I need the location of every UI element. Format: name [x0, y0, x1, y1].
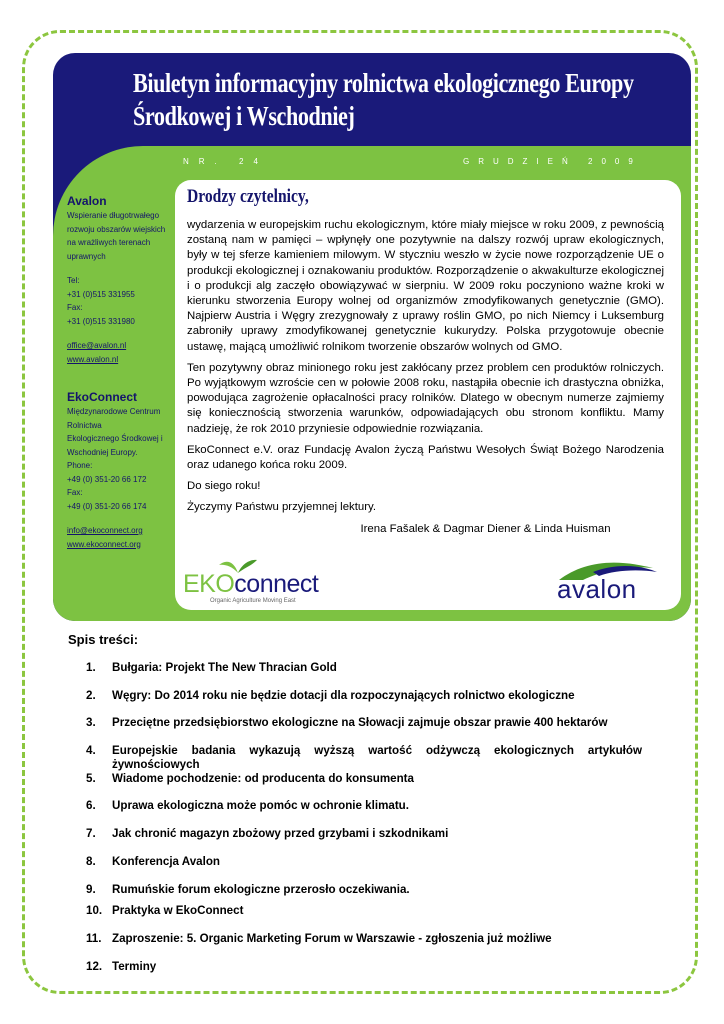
ekoconnect-tel-label: Phone:	[67, 461, 93, 470]
letter-paragraph-3: EkoConnect e.V. oraz Fundację Avalon życzą Państwu Wesołych Świąt Bożego Narodzenia oraz udanego końca roku 2009.	[187, 443, 664, 472]
ekoconnect-contact	[67, 390, 171, 551]
letter-paragraph-2: Ten pozytywny obraz minionego roku jest zakłócany przez problem cen produktów rolniczych. Po wyjątkowym wzroście cen w połowie 2008 roku, nastąpiła obecnie ich drastyczna obniżka, powodująca zagrożenie opłacalności pracy rolników. Dlatego w obecnym numerze zajmiemy się koniecznością stworzenia warunków, odpowiadających obu stronom konfliktu. Mamy nadzieję, że rok 2010 przyniesie odpowiednie rozwiązania.	[187, 361, 664, 435]
avalon-desc-4: uprawnych	[67, 251, 106, 261]
toc-item-2[interactable]: 2. Węgry: Do 2014 roku nie będzie dotacji dla rozpoczynających rolnictwo ekologiczne	[86, 689, 575, 702]
title-line-2: Środkowej i Wschodniej	[133, 101, 355, 131]
toc-title: Spis treści:	[68, 632, 139, 647]
newsletter-title	[133, 67, 634, 133]
avalon-fax-label: Fax:	[67, 303, 83, 312]
issue-number: NR. 24	[183, 157, 268, 166]
ekoconnect-desc-3: Ekologicznego Środkowej i	[67, 434, 163, 443]
letter-paragraph-5: Życzymy Państwu przyjemnej lektury.	[187, 501, 377, 514]
letter-paragraph-4: Do siego roku!	[187, 480, 261, 493]
newsletter-header-panel	[53, 53, 691, 621]
ekoconnect-tel: +49 (0) 351-20 66 172	[67, 474, 147, 484]
ekoconnect-wordmark: EKOconnect	[183, 570, 319, 598]
ekoconnect-tagline: Organic Agriculture Moving East	[210, 598, 296, 604]
ekoconnect-web-link[interactable]: www.ekoconnect.org	[67, 539, 141, 549]
avalon-tel: +31 (0)515 331955	[67, 289, 135, 299]
toc-item-12[interactable]: 12. Terminy	[86, 960, 157, 973]
letter-body	[187, 218, 664, 543]
ekoconnect-fax: +49 (0) 351-20 66 174	[67, 501, 147, 511]
toc-item-10[interactable]: 10. Praktyka w EkoConnect	[86, 904, 244, 917]
toc-item-1[interactable]: 1. Bułgaria: Projekt The New Thracian Gold	[86, 661, 337, 674]
toc-item-11[interactable]: 11. Zaproszenie: 5. Organic Marketing Forum w Warszawie - zgłoszenia już możliwe	[86, 932, 552, 945]
avalon-tel-label: Tel:	[67, 276, 80, 285]
avalon-desc-2: rozwoju obszarów wiejskich	[67, 224, 166, 234]
toc-item-8[interactable]: 8. Konferencja Avalon	[86, 855, 221, 868]
ekoconnect-email-link[interactable]: info@ekoconnect.org	[67, 526, 143, 535]
contact-sidebar	[67, 194, 171, 564]
avalon-wordmark: avalon	[557, 574, 637, 604]
avalon-web-link[interactable]: www.avalon.nl	[67, 354, 119, 364]
avalon-name: Avalon	[67, 194, 107, 208]
ekoconnect-name: EkoConnect	[67, 390, 138, 404]
avalon-desc-3: na wrażliwych terenach	[67, 238, 151, 247]
issue-date: GRUDZIEŃ 2009	[463, 157, 642, 166]
avalon-email-link[interactable]: office@avalon.nl	[67, 341, 127, 350]
ekoconnect-desc-1: Międzynarodowe Centrum	[67, 407, 161, 416]
toc-item-3[interactable]: 3. Przeciętne przedsiębiorstwo ekologiczne na Słowacji zajmuje obszar prawie 400 hektarów	[86, 716, 608, 729]
letter-signature: Irena Fašalek & Dagmar Diener & Linda Huisman	[360, 522, 611, 535]
avalon-fax: +31 (0)515 331980	[67, 316, 135, 326]
toc-item-9[interactable]: 9. Rumuńskie forum ekologiczne przerosło oczekiwania.	[86, 883, 410, 896]
avalon-contact	[67, 194, 171, 366]
title-line-1: Biuletyn informacyjny rolnictwa ekologicznego Europy	[133, 68, 634, 98]
toc-item-4[interactable]: 4. Europejskie badania wykazują wyższą wartość odżywczą ekologicznych artykułów żywnościowych	[86, 744, 642, 771]
letter-paragraph-1: wydarzenia w europejskim ruchu ekologicznym, które miały miejsce w roku 2009, z pewnością zostaną nam w pamięci – wpłynęły one pozytywnie na dalszy rozwój upraw ekologicznych, były w tej sferze kamieniem milowym. W styczniu weszło w życie nowe rozporządzenie UE o produkcji ekologicznej i oznakowaniu produktów. Rozporządzenie o akwakulturze ekologicznej i o produkcji alg zaczęło obowiązywać w sierpniu. W 2009 roku poczyniono ważne kroki w kierunku stworzenia Europy wolnej od organizmów zmodyfikowanych genetycznie (GMO). Najpierw Austria i Węgry zrezygnowały z uprawy roślin GMO, po nich Niemcy i Luksemburg zabroniły uprawy zmodyfikowanej genetycznie kukurydzy. Polska przygotowuje obecnie ustawę, mającą umożliwić rolnikom tworzenie obszarów wolnych od GMO.	[187, 219, 664, 353]
editorial-letter-card	[175, 180, 681, 610]
ekoconnect-logo	[180, 556, 320, 608]
ekoconnect-fax-label: Fax:	[67, 488, 83, 497]
avalon-logo	[553, 558, 663, 608]
ekoconnect-desc-2: Rolnictwa	[67, 420, 102, 430]
toc-item-6[interactable]: 6. Uprawa ekologiczna może pomóc w ochronie klimatu.	[86, 799, 409, 812]
ekoconnect-desc-4: Wschodniej Europy.	[67, 447, 138, 457]
toc-item-7[interactable]: 7. Jak chronić magazyn zbożowy przed grzybami i szkodnikami	[86, 827, 449, 840]
toc-item-5[interactable]: 5. Wiadome pochodzenie: od producenta do konsumenta	[86, 772, 414, 785]
avalon-desc-1: Wspieranie długotrwałego	[67, 211, 160, 220]
letter-greeting: Drodzy czytelnicy,	[187, 186, 309, 207]
